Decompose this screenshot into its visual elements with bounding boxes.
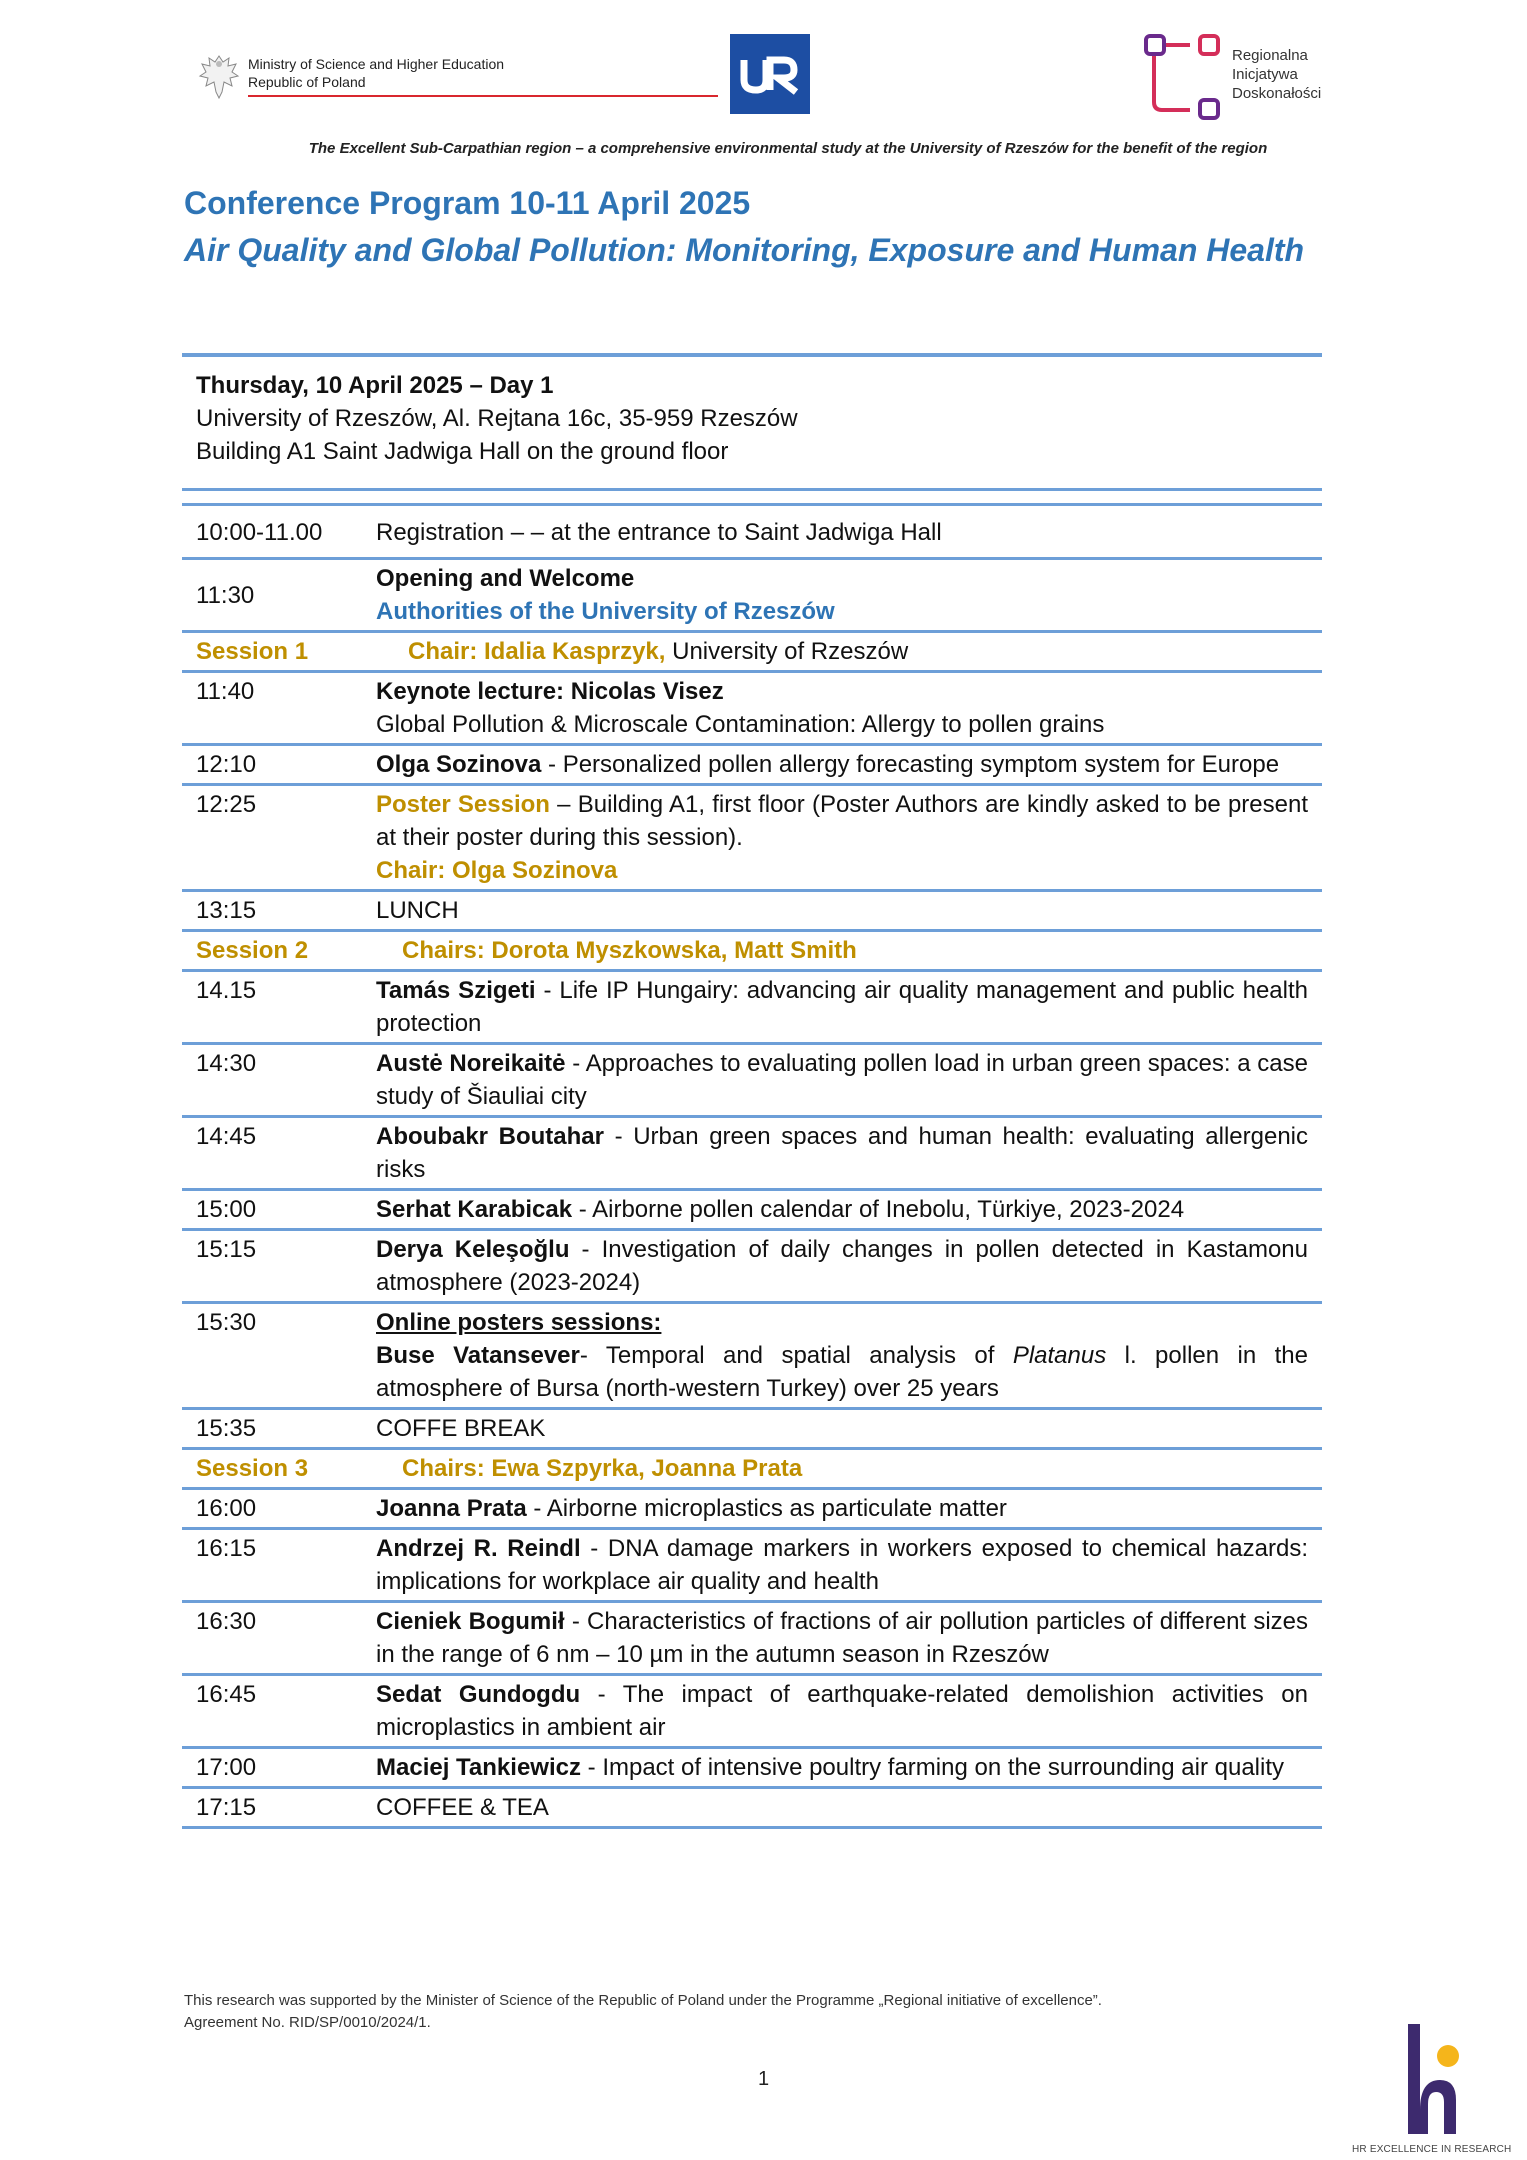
- talk-title-genus: Platanus: [1012, 1342, 1107, 1369]
- day-title: Thursday, 10 April 2025 – Day 1: [196, 372, 554, 399]
- talk-title: - Life IP Hungairy: advancing air quality management and public health protection: [376, 977, 1308, 1037]
- row-content: [376, 1233, 1322, 1299]
- program-row-1430: [182, 1045, 1322, 1118]
- program-row-opening: [182, 560, 1322, 633]
- speaker-name: Derya Keleşoğlu: [376, 1236, 570, 1263]
- row-content: [376, 1532, 1322, 1598]
- row-time: 15:00: [196, 1196, 257, 1223]
- row-content: [376, 1751, 1322, 1784]
- program-row-1600: [182, 1490, 1322, 1530]
- program-row-poster-session: [182, 786, 1322, 892]
- session-2-header: [182, 932, 1322, 972]
- page-number: 1: [757, 2068, 770, 2090]
- row-time: 14.15: [196, 977, 257, 1004]
- talk-title: - Investigation of daily changes in pollen detected in Kastamonu atmosphere (2023-2024): [376, 1236, 1308, 1296]
- program-row-1500: [182, 1191, 1322, 1231]
- speaker-name: Sedat Gundogdu: [376, 1681, 581, 1708]
- speaker-name: Aboubakr Boutahar: [376, 1123, 604, 1150]
- session-label: Session 1: [196, 638, 309, 665]
- conference-title: Conference Program 10-11 April 2025: [184, 185, 751, 221]
- talk-title: - DNA damage markers in workers exposed to chemical hazards: implications for workplace air quality and health: [376, 1535, 1308, 1595]
- speaker-name: Andrzej R. Reindl: [376, 1535, 581, 1562]
- row-time: 12:25: [196, 791, 257, 818]
- program-row-1530: [182, 1304, 1322, 1410]
- poster-session-chair: Chair: Olga Sozinova: [376, 857, 618, 884]
- row-content: COFFE BREAK: [376, 1415, 546, 1442]
- session-chairs: Chairs: Ewa Szpyrka, Joanna Prata: [402, 1455, 803, 1482]
- day-address: University of Rzeszów, Al. Rejtana 16c, 35-959 Rzeszów: [196, 405, 798, 432]
- hr-excellence-icon: [1352, 2010, 1472, 2140]
- row-content: [376, 562, 1322, 628]
- row-time: 15:15: [196, 1236, 257, 1263]
- row-content: [376, 974, 1322, 1040]
- row-time: 17:15: [196, 1794, 257, 1821]
- hr-excellence-text: HR EXCELLENCE IN RESEARCH: [1352, 2144, 1512, 2155]
- talk-title-part: l. pollen in the atmosphere of Bursa (north-western Turkey) over 25 years: [376, 1342, 1308, 1402]
- row-content: [376, 1678, 1322, 1744]
- session-chair-affiliation: University of Rzeszów: [665, 638, 909, 665]
- opening-authorities: Authorities of the University of Rzeszów: [376, 598, 835, 625]
- session-chair-name: Chair: Idalia Kasprzyk,: [408, 638, 666, 665]
- speaker-name: Serhat Karabicak: [376, 1196, 573, 1223]
- row-content: COFFEE & TEA: [376, 1794, 549, 1821]
- talk-title: - Airborne microplastics as particulate matter: [526, 1495, 1007, 1522]
- speaker-name: Maciej Tankiewicz: [376, 1754, 581, 1781]
- program-row-1700: [182, 1749, 1322, 1789]
- funding-note-line: This research was supported by the Minister of Science of the Republic of Poland under the Programme „Regional initiative of excellence”.: [184, 1992, 1102, 2009]
- row-time: 16:00: [196, 1495, 257, 1522]
- speaker-name: Austė Noreikaitė: [376, 1050, 566, 1077]
- program-row-1645: [182, 1676, 1322, 1749]
- row-time: 11:30: [196, 581, 255, 609]
- speaker-name: Buse Vatansever: [376, 1342, 580, 1369]
- program-table: [182, 353, 1322, 1829]
- conference-subtitle: Air Quality and Global Pollution: Monitoring, Exposure and Human Health: [184, 232, 1305, 268]
- session-1-header: [182, 633, 1322, 673]
- rid-name: Regionalna Inicjatywa Doskonałości: [1232, 47, 1322, 102]
- speaker-name: Joanna Prata: [376, 1495, 527, 1522]
- row-time: 17:00: [196, 1754, 257, 1781]
- talk-title-part: - Temporal and spatial analysis of: [579, 1342, 1013, 1369]
- row-time: 10:00-11.00: [196, 519, 323, 546]
- row-time: 15:30: [196, 1309, 257, 1336]
- program-row-1445: [182, 1118, 1322, 1191]
- talk-title: - Characteristics of fractions of air pollution particles of different sizes in the range of 6 nm – 10 µm in the autumn season in Rzeszów: [376, 1608, 1308, 1668]
- talk-title: - Urban green spaces and human health: evaluating allergenic risks: [376, 1123, 1309, 1183]
- ur-monogram-icon: [730, 34, 810, 114]
- row-content: [376, 1492, 1322, 1525]
- row-content: [376, 1047, 1322, 1113]
- row-time: 16:45: [196, 1681, 257, 1708]
- keynote-topic: Global Pollution & Microscale Contamination: Allergy to pollen grains: [376, 711, 1105, 738]
- day-header: [182, 357, 1322, 491]
- row-time: 13:15: [196, 897, 257, 924]
- row-time: 11:40: [196, 678, 255, 705]
- program-row-1630: [182, 1603, 1322, 1676]
- ministry-divider: [248, 95, 718, 97]
- program-row-1615: [182, 1530, 1322, 1603]
- agreement-number: Agreement No. RID/SP/0010/2024/1.: [184, 2014, 431, 2031]
- row-content: Registration – – at the entrance to Saint Jadwiga Hall: [376, 519, 942, 546]
- project-tagline: The Excellent Sub-Carpathian region – a comprehensive environmental study at the University of Rzeszów for the benefit of the region: [308, 140, 1268, 157]
- opening-title: Opening and Welcome: [376, 565, 635, 592]
- program-row-keynote: [182, 673, 1322, 746]
- funding-note: [184, 1990, 1102, 2034]
- session-chairs: Chairs: Dorota Myszkowska, Matt Smith: [402, 937, 857, 964]
- speaker-name: Olga Sozinova: [376, 751, 542, 778]
- row-content: [376, 788, 1322, 887]
- session-label: Session 2: [196, 937, 309, 964]
- row-time: 14:45: [196, 1123, 257, 1150]
- row-time: 12:10: [196, 751, 257, 778]
- spacer-row: [182, 491, 1322, 503]
- row-content: [376, 748, 1322, 781]
- session-chair: [376, 635, 1322, 668]
- row-time: 16:15: [196, 1535, 257, 1562]
- day-location: Building A1 Saint Jadwiga Hall on the ground floor: [196, 438, 729, 465]
- program-row-registration: [182, 503, 1322, 560]
- row-content: [376, 675, 1322, 741]
- program-row-coffee-tea: [182, 1789, 1322, 1829]
- row-content: [376, 1306, 1322, 1405]
- session-label: Session 3: [196, 1455, 309, 1482]
- row-time: 16:30: [196, 1608, 257, 1635]
- keynote-title: Keynote lecture: Nicolas Visez: [376, 678, 724, 705]
- polish-eagle-emblem-icon: [198, 52, 240, 102]
- rid-squares-icon: [1144, 32, 1228, 124]
- talk-title: - Impact of intensive poultry farming on the surrounding air quality: [580, 1754, 1285, 1781]
- poster-session-label: Poster Session: [376, 791, 550, 818]
- row-content: [376, 1193, 1322, 1226]
- ministry-name: Ministry of Science and Higher Education Republic of Poland: [248, 56, 505, 90]
- online-posters-heading: Online posters sessions:: [376, 1309, 662, 1336]
- university-of-rzeszow-logo: [730, 34, 810, 114]
- program-row-lunch: [182, 892, 1322, 932]
- program-row-1210: [182, 746, 1322, 786]
- talk-title: - Personalized pollen allergy forecasting symptom system for Europe: [541, 751, 1280, 778]
- program-row-1515: [182, 1231, 1322, 1304]
- row-content: [376, 1120, 1322, 1186]
- session-3-header: [182, 1450, 1322, 1490]
- row-time: 15:35: [196, 1415, 257, 1442]
- program-row-1415: [182, 972, 1322, 1045]
- row-content: [376, 1605, 1322, 1671]
- speaker-name: Tamás Szigeti: [376, 977, 536, 1004]
- poster-session-info: – Building A1, first floor (Poster Authors are kindly asked to be present at their poster during this session).: [376, 791, 1308, 851]
- speaker-name: Cieniek Bogumił: [376, 1608, 565, 1635]
- talk-title: - The impact of earthquake-related demolishion activities on microplastics in ambient air: [376, 1681, 1308, 1741]
- talk-title: - Approaches to evaluating pollen load in urban green spaces: a case study of Šiauliai city: [376, 1050, 1308, 1110]
- talk-title: - Airborne pollen calendar of Inebolu, Türkiye, 2023-2024: [572, 1196, 1185, 1223]
- row-content: LUNCH: [376, 897, 459, 924]
- program-row-coffee-break: [182, 1410, 1322, 1450]
- row-time: 14:30: [196, 1050, 257, 1077]
